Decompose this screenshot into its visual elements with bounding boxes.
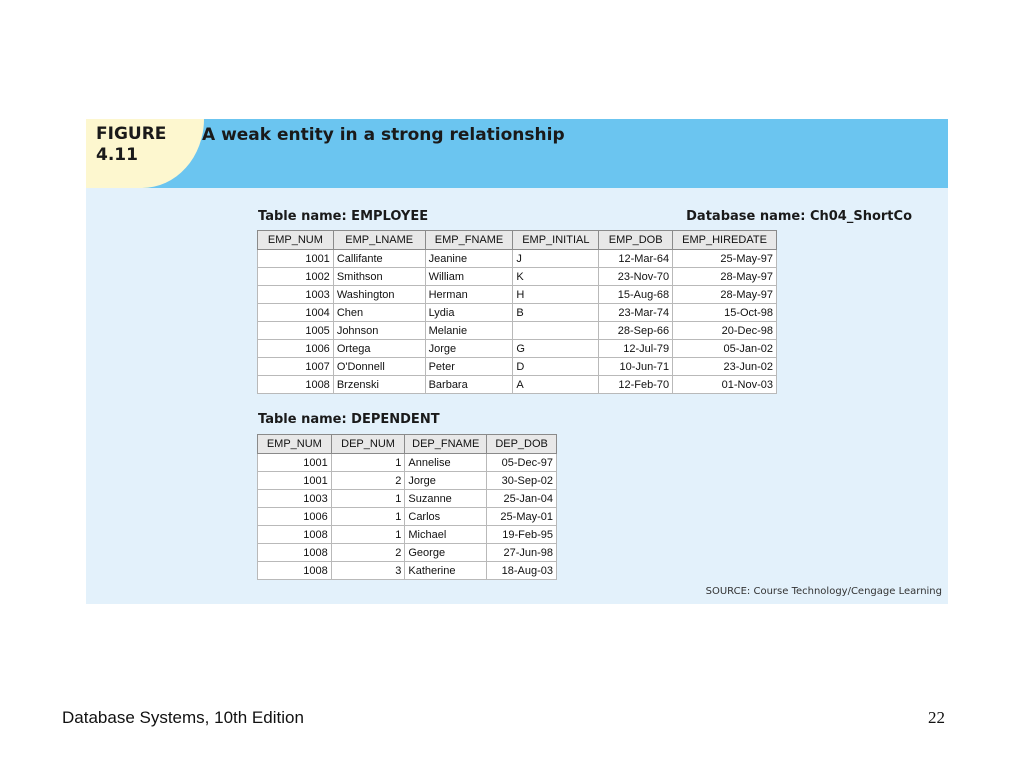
- table-cell: 05-Dec-97: [487, 454, 557, 472]
- table-cell: Katherine: [405, 562, 487, 580]
- table-cell: G: [513, 340, 599, 358]
- database-name: Database name: Ch04_ShortCo: [686, 209, 912, 224]
- table-cell: 23-Nov-70: [599, 268, 673, 286]
- table-cell: 12-Jul-79: [599, 340, 673, 358]
- table-cell: 12-Mar-64: [599, 250, 673, 268]
- table-cell: 25-Jan-04: [487, 490, 557, 508]
- table-row: [258, 376, 777, 394]
- table-cell: 3: [331, 562, 405, 580]
- table-cell: Jorge: [405, 472, 487, 490]
- table-cell: H: [513, 286, 599, 304]
- table-cell: 1001: [258, 472, 332, 490]
- column-header: EMP_INITIAL: [513, 231, 599, 250]
- table-cell: D: [513, 358, 599, 376]
- table-row: [258, 526, 557, 544]
- table-cell: Jeanine: [425, 250, 513, 268]
- table-cell: 1003: [258, 490, 332, 508]
- table-cell: O'Donnell: [333, 358, 425, 376]
- table-cell: William: [425, 268, 513, 286]
- footer-book-title: Database Systems, 10th Edition: [62, 708, 304, 727]
- table-cell: Peter: [425, 358, 513, 376]
- table-cell: Barbara: [425, 376, 513, 394]
- table-cell: 27-Jun-98: [487, 544, 557, 562]
- table-row: [258, 286, 777, 304]
- table-cell: 18-Aug-03: [487, 562, 557, 580]
- table-cell: 28-May-97: [673, 268, 777, 286]
- table-cell: Carlos: [405, 508, 487, 526]
- table-cell: Lydia: [425, 304, 513, 322]
- table-cell: 2: [331, 472, 405, 490]
- table-row: [258, 490, 557, 508]
- table-row: [258, 322, 777, 340]
- table-cell: George: [405, 544, 487, 562]
- table-cell: Suzanne: [405, 490, 487, 508]
- table-row: [258, 454, 557, 472]
- column-header: DEP_NUM: [331, 435, 405, 454]
- table-cell: 1006: [258, 508, 332, 526]
- employee-table: [257, 230, 777, 394]
- table-cell: Washington: [333, 286, 425, 304]
- table-row: [258, 508, 557, 526]
- table-cell: 1006: [258, 340, 334, 358]
- table-row: [258, 544, 557, 562]
- table-cell: 30-Sep-02: [487, 472, 557, 490]
- table-cell: Annelise: [405, 454, 487, 472]
- table-cell: J: [513, 250, 599, 268]
- table-cell: Michael: [405, 526, 487, 544]
- table-cell: 28-May-97: [673, 286, 777, 304]
- source-credit: SOURCE: Course Technology/Cengage Learning: [705, 586, 942, 597]
- employee-table-name: Table name: EMPLOYEE: [258, 209, 429, 224]
- column-header: DEP_DOB: [487, 435, 557, 454]
- table-cell: Jorge: [425, 340, 513, 358]
- table-cell: 01-Nov-03: [673, 376, 777, 394]
- table-row: [258, 304, 777, 322]
- table-cell: 1: [331, 454, 405, 472]
- table-cell: 23-Mar-74: [599, 304, 673, 322]
- figure-number: 4.11: [96, 145, 138, 165]
- table-cell: 2: [331, 544, 405, 562]
- table-cell: B: [513, 304, 599, 322]
- table-cell: 1008: [258, 526, 332, 544]
- dependent-header-row: [258, 435, 557, 454]
- table-cell: 10-Jun-71: [599, 358, 673, 376]
- table-cell: 12-Feb-70: [599, 376, 673, 394]
- table-cell: 05-Jan-02: [673, 340, 777, 358]
- table-row: [258, 358, 777, 376]
- table-cell: 1005: [258, 322, 334, 340]
- column-header: EMP_FNAME: [425, 231, 513, 250]
- column-header: EMP_NUM: [258, 435, 332, 454]
- table-cell: 25-May-01: [487, 508, 557, 526]
- figure-panel: [86, 119, 948, 604]
- table-row: [258, 340, 777, 358]
- figure-label-tab: [86, 119, 204, 188]
- table-row: [258, 562, 557, 580]
- table-cell: 23-Jun-02: [673, 358, 777, 376]
- table-row: [258, 268, 777, 286]
- employee-body: [258, 250, 777, 394]
- table-cell: 1002: [258, 268, 334, 286]
- table-cell: A: [513, 376, 599, 394]
- table-cell: Ortega: [333, 340, 425, 358]
- table-cell: Melanie: [425, 322, 513, 340]
- table-cell: 1007: [258, 358, 334, 376]
- table-cell: 15-Oct-98: [673, 304, 777, 322]
- table-cell: Brzenski: [333, 376, 425, 394]
- dependent-table-name: Table name: DEPENDENT: [258, 412, 440, 427]
- table-cell: 1008: [258, 562, 332, 580]
- table-cell: 1003: [258, 286, 334, 304]
- figure-header: [86, 119, 948, 188]
- table-row: [258, 250, 777, 268]
- table-cell: [513, 322, 599, 340]
- table-cell: Johnson: [333, 322, 425, 340]
- figure-title: A weak entity in a strong relationship: [202, 125, 565, 145]
- table-cell: 25-May-97: [673, 250, 777, 268]
- column-header: EMP_NUM: [258, 231, 334, 250]
- table-cell: 1001: [258, 454, 332, 472]
- table-cell: 1004: [258, 304, 334, 322]
- table-cell: 1008: [258, 544, 332, 562]
- table-cell: 1: [331, 508, 405, 526]
- table-cell: K: [513, 268, 599, 286]
- employee-header-row: [258, 231, 777, 250]
- table-cell: 1001: [258, 250, 334, 268]
- table-cell: 1: [331, 490, 405, 508]
- dependent-table: [257, 434, 557, 580]
- column-header: EMP_HIREDATE: [673, 231, 777, 250]
- column-header: DEP_FNAME: [405, 435, 487, 454]
- column-header: EMP_DOB: [599, 231, 673, 250]
- page-number: 22: [928, 708, 945, 727]
- column-header: EMP_LNAME: [333, 231, 425, 250]
- table-row: [258, 472, 557, 490]
- table-cell: Callifante: [333, 250, 425, 268]
- dependent-body: [258, 454, 557, 580]
- table-cell: 1008: [258, 376, 334, 394]
- figure-label-word: FIGURE: [96, 124, 167, 144]
- table-cell: 19-Feb-95: [487, 526, 557, 544]
- figure-label: [96, 124, 166, 166]
- table-cell: 20-Dec-98: [673, 322, 777, 340]
- table-cell: Chen: [333, 304, 425, 322]
- table-cell: 28-Sep-66: [599, 322, 673, 340]
- table-cell: 15-Aug-68: [599, 286, 673, 304]
- table-cell: 1: [331, 526, 405, 544]
- table-cell: Herman: [425, 286, 513, 304]
- table-cell: Smithson: [333, 268, 425, 286]
